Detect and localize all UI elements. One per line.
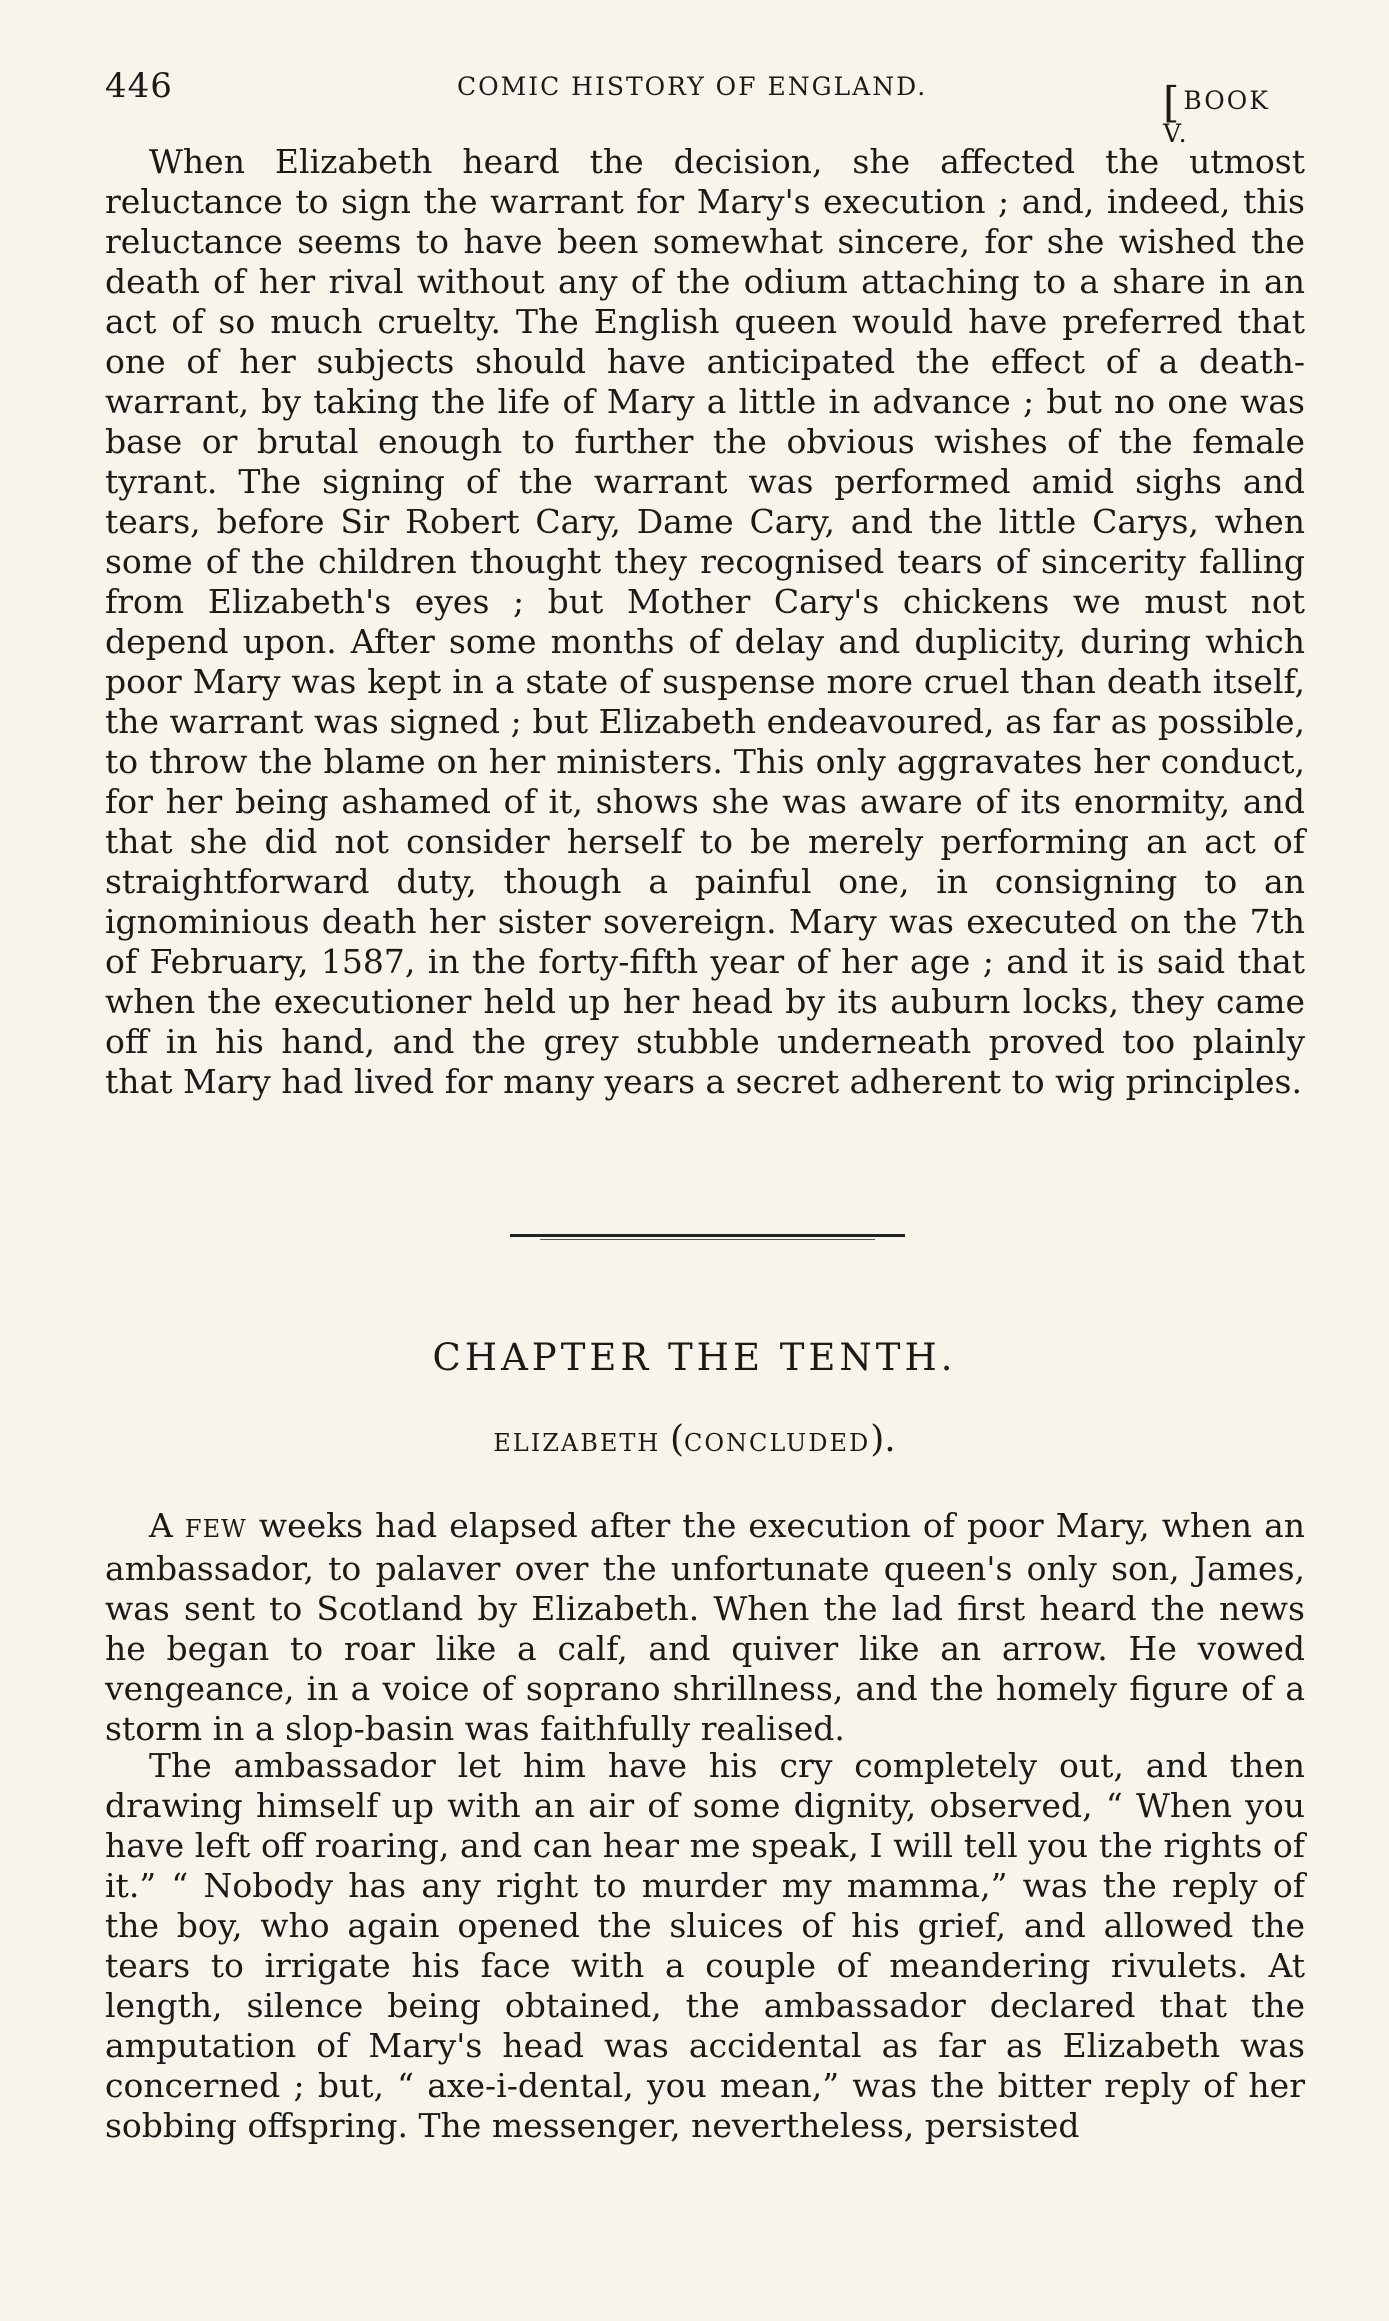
book-label-text: BOOK V. bbox=[1163, 86, 1270, 148]
section-divider bbox=[510, 1234, 905, 1237]
chapter-subtitle bbox=[0, 1419, 1389, 1460]
book-label bbox=[1163, 70, 1305, 148]
paragraph-ambassador bbox=[105, 1506, 1305, 1749]
running-title: COMIC HISTORY OF ENGLAND. bbox=[457, 72, 928, 101]
chapter-subtitle-name: ELIZABETH bbox=[493, 1429, 661, 1457]
running-head bbox=[105, 62, 1305, 148]
paragraph-ambassador-reply: The ambassador let him have his cry completely out, and then drawing himself up with an air of some dignity, observed, “ When you have left off roaring, and can hear me speak, I will tell you the rights of it.” “ Nobody has any right to murder my mamma,” was the reply of the boy, who again opened the sluices of his grief, and allowed the tears to irrigate his face with a couple of meandering rivulets. At length, silence being obtained, the ambassador declared that the amputation of Mary's head was accidental as far as Elizabeth was concerned ; but, “ axe-i-dental, you mean,” was the bitter reply of her sobbing offspring. The messenger, nevertheless, persisted bbox=[105, 1746, 1305, 2145]
paragraph-lead-word: A bbox=[149, 1506, 173, 1545]
paragraph-rest: weeks had elapsed after the execution of poor Mary, when an ambassador, to palaver over the unfortunate queen's only son, James, was sent to Scotland by Elizabeth. When the lad first heard the news he began to roar like a calf, and quiver like an arrow. He vowed vengeance, in a voice of soprano shrillness, and the homely figure of a storm in a slop-basin was faithfully realised. bbox=[105, 1506, 1305, 1748]
paragraph-smallcaps: FEW bbox=[184, 1515, 247, 1543]
chapter-subtitle-concluded: CONCLUDED bbox=[683, 1429, 871, 1457]
chapter-title: CHAPTER THE TENTH. bbox=[432, 1336, 957, 1379]
chapter-subtitle-close-paren: ). bbox=[870, 1419, 896, 1460]
paragraph-execution: When Elizabeth heard the decision, she affected the utmost reluctance to sign the warrant for Mary's execution ; and, indeed, this reluctance seems to have been somewhat sincere, for she wished the death of her rival without any of the odium attaching to a share in an act of so much cruelty. The English queen would have preferred that one of her subjects should have anticipated the effect of a death-warrant, by taking the life of Mary a little in advance ; but no one was base or brutal enough to further the obvious wishes of the female tyrant. The signing of the warrant was performed amid sighs and tears, before Sir Robert Cary, Dame Cary, and the little Carys, when some of the children thought they recognised tears of sincerity falling from Elizabeth's eyes ; but Mother Cary's chickens we must not depend upon. After some months of delay and duplicity, during which poor Mary was kept in a state of suspense more cruel than death itself, the warrant was signed ; but Elizabeth endeavoured, as far as possible, to throw the blame on her ministers. This only aggravates her conduct, for her being ashamed of it, shows she was aware of its enormity, and that she did not consider herself to be merely performing an act of straightforward duty, though a painful one, in consigning to an ignominious death her sister sovereign. Mary was executed on the 7th of February, 1587, in the forty-fifth year of her age ; and it is said that when the executioner held up her head by its auburn locks, they came off in his hand, and the grey stubble underneath proved too plainly that Mary had lived for many years a secret adherent to wig principles. bbox=[105, 142, 1305, 1101]
book-bracket: [ bbox=[1163, 78, 1182, 127]
page-number: 446 bbox=[105, 66, 173, 106]
chapter-subtitle-open-paren: ( bbox=[669, 1419, 684, 1460]
